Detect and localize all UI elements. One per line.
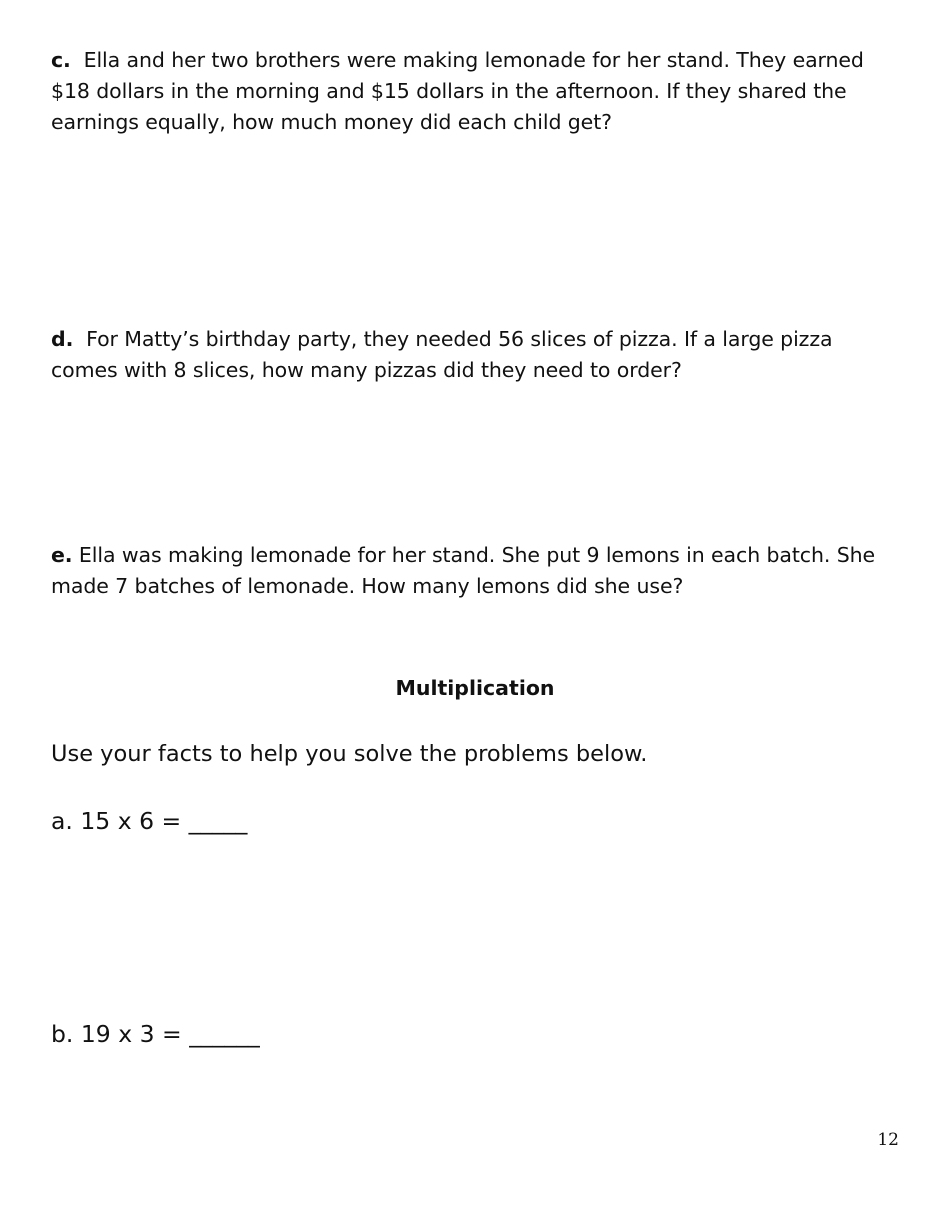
word-problem-e <box>51 540 901 602</box>
problem-letter: d. <box>51 327 74 351</box>
page-number: 12 <box>877 1130 899 1150</box>
problem-text: Ella and her two brothers were making lemonade for her stand. They earned $18 dollars in the morning and $15 dollars in the afternoon. If they shared the earnings equally, how much money did each child get? <box>51 48 864 134</box>
multiplication-problem-b: b. 19 x 3 = ______ <box>51 1020 260 1048</box>
section-heading: Multiplication <box>395 676 555 700</box>
problem-letter: c. <box>51 48 71 72</box>
word-problem-d <box>51 324 901 386</box>
problem-text: For Matty’s birthday party, they needed 56 slices of pizza. If a large pizza comes with 8 slices, how many pizzas did they need to order? <box>51 327 833 382</box>
problem-text: Ella was making lemonade for her stand. She put 9 lemons in each batch. She made 7 batches of lemonade. How many lemons did she use? <box>51 543 876 598</box>
multiplication-problem-a: a. 15 x 6 = _____ <box>51 807 248 835</box>
problem-letter: e. <box>51 543 73 567</box>
word-problem-c <box>51 45 901 138</box>
section-instructions: Use your facts to help you solve the problems below. <box>51 741 648 767</box>
